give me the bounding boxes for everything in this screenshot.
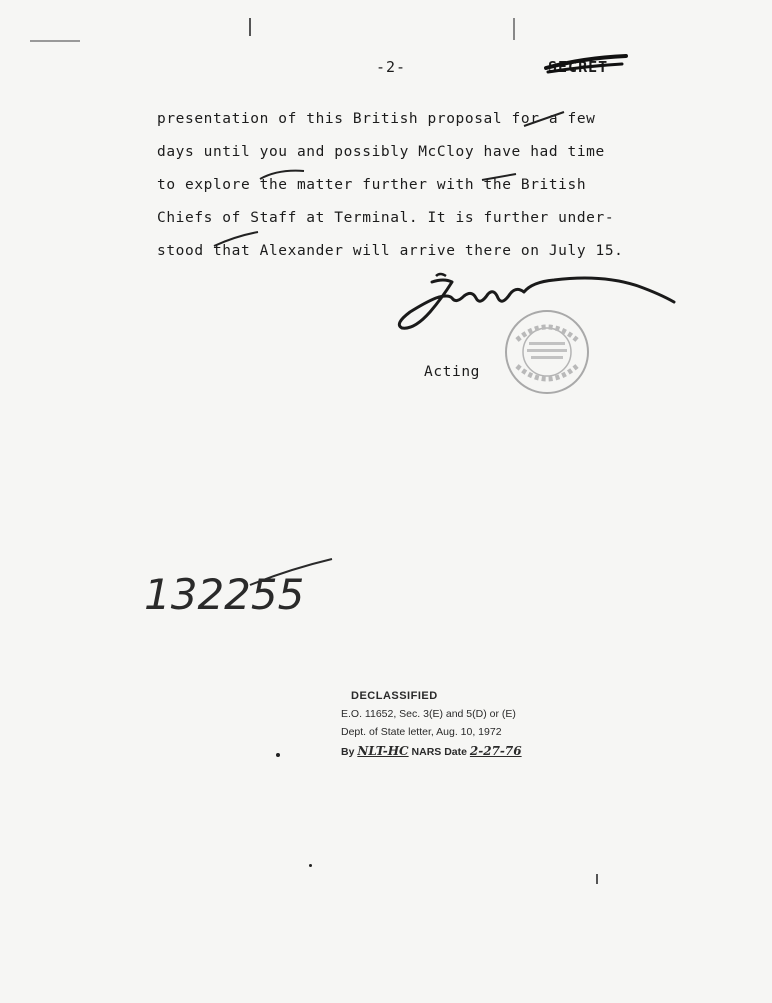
body-line-2: days until you and possibly McCloy have had time xyxy=(157,144,605,160)
body-line-1: presentation of this British proposal for a few xyxy=(157,111,596,127)
ink-dot xyxy=(276,753,280,757)
correction-mark xyxy=(520,108,570,130)
paper-speck xyxy=(596,874,598,884)
body-line-4: Chiefs of Staff at Terminal. It is further under- xyxy=(157,210,615,226)
correction-mark xyxy=(212,230,262,252)
ink-dot xyxy=(309,864,312,867)
handwritten-file-number xyxy=(140,555,340,619)
declassified-heading: DECLASSIFIED xyxy=(351,690,438,702)
signature-title: Acting xyxy=(424,364,480,380)
paper-speck xyxy=(30,40,80,42)
library-seal-stamp xyxy=(503,308,591,396)
declass-authority-line: E.O. 11652, Sec. 3(E) and 5(D) or (E) xyxy=(341,708,516,720)
body-line-5: stood that Alexander will arrive there on July 15. xyxy=(157,243,624,259)
by-initials: NLT-HC xyxy=(357,744,409,758)
nars-date-label: NARS Date xyxy=(411,746,467,758)
page-number: -2- xyxy=(376,58,407,76)
handwritten-number-text: 132255 xyxy=(144,570,305,619)
declassification-stamp xyxy=(341,690,522,758)
declass-date: 2-27-76 xyxy=(469,744,522,758)
correction-mark xyxy=(258,165,308,185)
declass-letter-line: Dept. of State letter, Aug. 10, 1972 xyxy=(341,726,502,738)
by-label: By xyxy=(341,746,355,758)
paper-speck xyxy=(249,18,251,36)
classification-marking: SECRET xyxy=(548,58,609,76)
declass-by-line xyxy=(341,744,522,758)
paper-speck xyxy=(513,18,515,40)
body-line-3: to explore the matter further with the British xyxy=(157,177,587,193)
correction-mark xyxy=(480,168,520,186)
classification-strikeout-mark xyxy=(542,52,632,76)
